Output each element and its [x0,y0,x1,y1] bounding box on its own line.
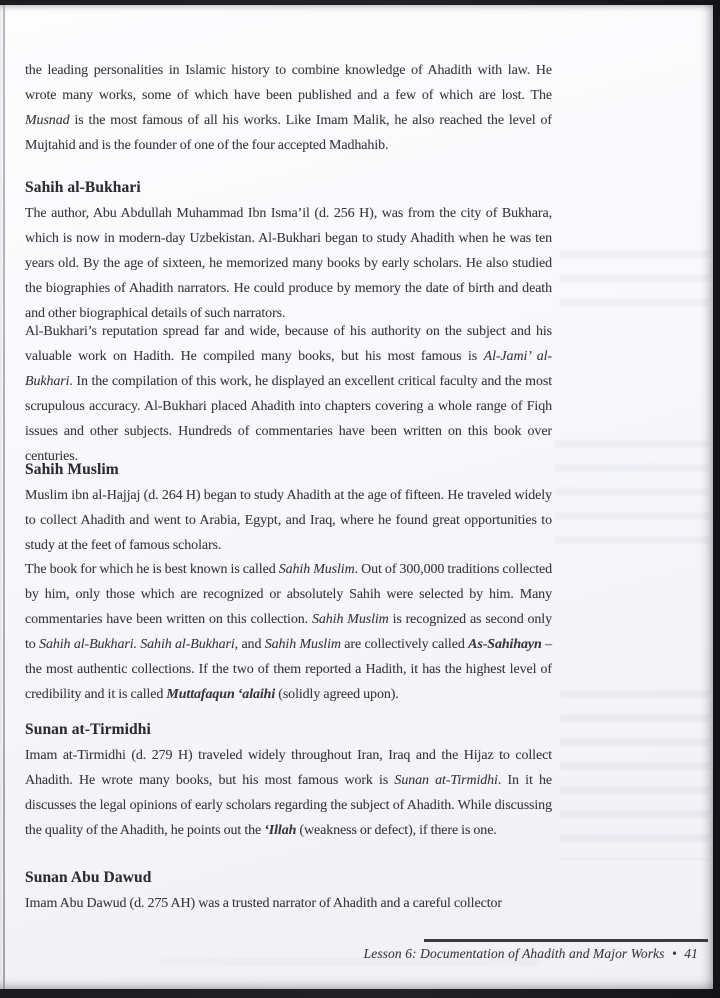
paragraph-tirmidhi: Imam at-Tirmidhi (d. 279 H) traveled widely throughout Iran, Iraq and the Hijaz to collect Ahadith. He wrote many books, but his most famous work is Sunan at-Tirmidhi. In it he discusses the legal opinions of early scholars regarding the subject of Ahadith. While discussing the quality of the Ahadith, he points out the ‘Illah (weakness or defect), if there is one. [25,748,552,838]
footer-lesson-title: Lesson 6: Documentation of Ahadith and Major Works [363,946,665,961]
page-footer [362,946,700,962]
paragraph-abu-dawud: Imam Abu Dawud (d. 275 AH) was a trusted narrator of Ahadith and a careful collector [25,896,502,911]
heading-sunan-at-tirmidhi: Sunan at-Tirmidhi [25,721,151,738]
footer-separator: • [671,946,677,961]
paragraph-sahih-muslim-book: The book for which he is best known is called Sahih Muslim. Out of 300,000 traditions collected by him, only those which are recognized or absolutely Sahih were selected by him. Many commentaries have been written on this collection. Sahih Muslim is recognized as second only to Sahih al-Bukhari. Sahih al-Bukhari, and Sahih Muslim are collectively called As-Sahihayn – the most authentic collections. If the two of them reported a Hadith, it has the highest level of credibility and it is called Muttafaqun ‘alaihi (solidly agreed upon). [25,562,553,702]
paragraph-bukhari-biography: The author, Abu Abdullah Muhammad Ibn Isma’il (d. 256 H), was from the city of Bukhara, which is now in modern-day Uzbekistan. Al-Bukhari began to study Ahadith when he was ten years old. By the age of sixteen, he memorized many books by early scholars. He also studied the biographies of Ahadith narrators. He could produce by memory the date of birth and death and other biographical details of such narrators. [25,206,552,321]
heading-sunan-abu-dawud: Sunan Abu Dawud [25,869,152,886]
footer-page-number: 41 [684,946,698,961]
paragraph-musnad-continuation: the leading personalities in Islamic history to combine knowledge of Ahadith with law. He wrote many works, some of which have been published and a few of which are lost. The Musnad is the most famous of all his works. Like Imam Malik, he also reached the level of Mujtahid and is the founder of one of the four accepted Madhahib. [25,63,552,153]
paragraph-bukhari-reputation: Al-Bukhari’s reputation spread far and wide, because of his authority on the subject and his valuable work on Hadith. He compiled many books, but his most famous is Al-Jami’ al-Bukhari. In the compilation of this work, he displayed an excellent critical faculty and the most scrupulous accuracy. Al-Bukhari placed Ahadith into chapters covering a whole range of Fiqh issues and other subjects. Hundreds of commentaries have been written on this book over centuries. [25,324,552,464]
heading-sahih-muslim: Sahih Muslim [25,461,119,478]
heading-sahih-al-bukhari: Sahih al-Bukhari [25,179,141,196]
paragraph-muslim-biography: Muslim ibn al-Hajjaj (d. 264 H) began to study Ahadith at the age of fifteen. He traveled widely to collect Ahadith and went to Arabia, Egypt, and Iraq, where he found great opportunities to study at the feet of famous scholars. [25,488,552,553]
footer-rule [424,939,708,942]
